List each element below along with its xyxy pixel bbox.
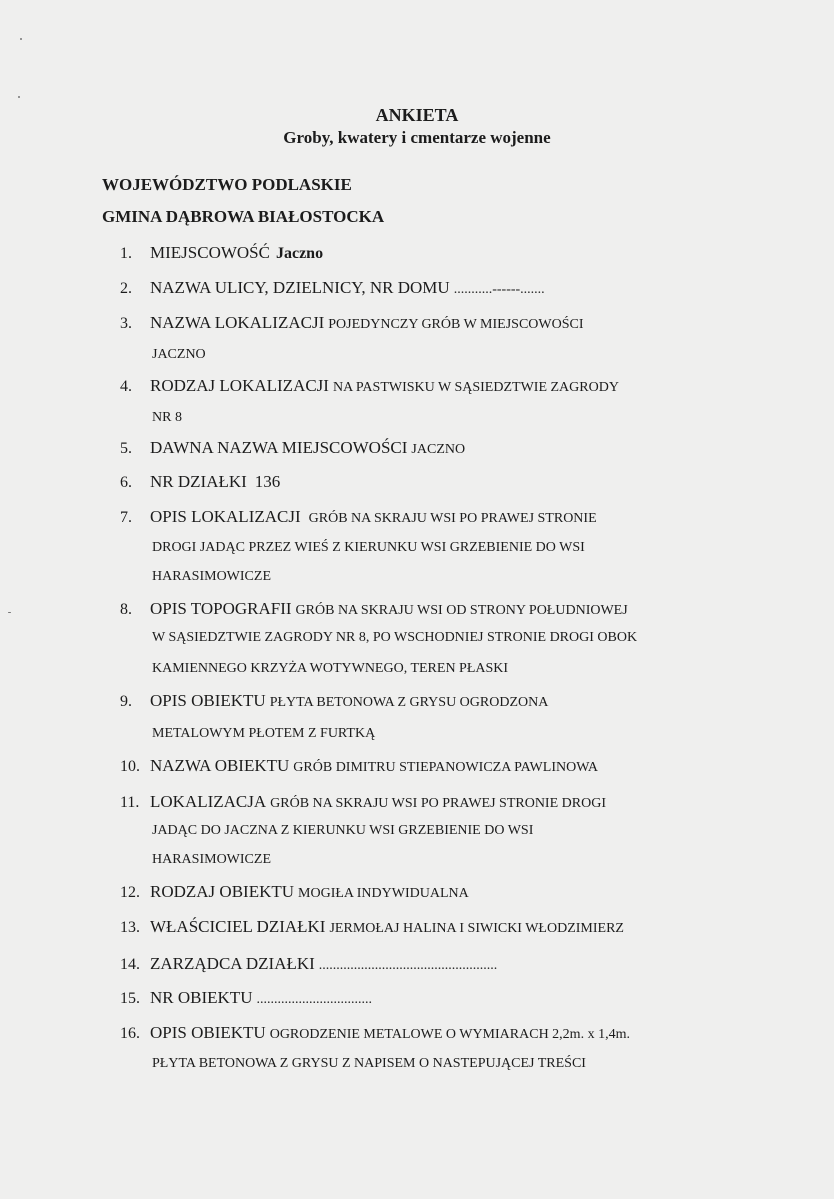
item-value: GRÓB DIMITRU STIEPANOWICZA PAWLINOWA bbox=[293, 760, 598, 775]
list-item bbox=[120, 313, 584, 333]
item-continuation: PŁYTA BETONOWA Z GRYSU Z NAPISEM O NASTEPUJĄCEJ TREŚCI bbox=[152, 1056, 586, 1071]
item-value: PŁYTA BETONOWA Z GRYSU OGRODZONA bbox=[269, 695, 549, 710]
item-number: 2. bbox=[120, 280, 132, 297]
item-number: 11. bbox=[120, 794, 140, 811]
list-item bbox=[120, 438, 465, 458]
item-label: NAZWA LOKALIZACJI bbox=[150, 313, 325, 332]
item-number: 6. bbox=[120, 474, 132, 491]
gmina-heading: GMINA DĄBROWA BIAŁOSTOCKA bbox=[102, 207, 385, 226]
scan-speck bbox=[18, 96, 20, 98]
item-continuation: HARASIMOWICZE bbox=[152, 569, 271, 584]
item-label: RODZAJ OBIEKTU bbox=[150, 882, 295, 901]
item-value: ................................. bbox=[256, 992, 372, 1007]
item-number: 7. bbox=[120, 509, 132, 526]
item-continuation: W SĄSIEDZTWIE ZAGRODY NR 8, PO WSCHODNIEJ STRONIE DROGI OBOK bbox=[152, 630, 638, 645]
list-item bbox=[120, 243, 323, 263]
list-item bbox=[120, 376, 619, 396]
item-value: 136 bbox=[254, 472, 281, 491]
item-number: 5. bbox=[120, 440, 132, 457]
item-label: OPIS LOKALIZACJI bbox=[150, 507, 301, 526]
item-number: 16. bbox=[120, 1025, 140, 1042]
item-number: 10. bbox=[120, 758, 140, 775]
item-number: 15. bbox=[120, 990, 140, 1007]
item-value: JERMOŁAJ HALINA I SIWICKI WŁODZIMIERZ bbox=[329, 921, 624, 936]
list-item bbox=[120, 882, 469, 902]
item-value: NA PASTWISKU W SĄSIEDZTWIE ZAGRODY bbox=[332, 380, 619, 395]
item-label: MIEJSCOWOŚĆ bbox=[150, 243, 270, 262]
item-value: JACZNO bbox=[411, 442, 466, 457]
document-subtitle: Groby, kwatery i cmentarze wojenne bbox=[283, 128, 551, 147]
list-item bbox=[120, 1023, 630, 1043]
item-number: 1. bbox=[120, 245, 132, 262]
item-continuation: KAMIENNEGO KRZYŻA WOTYWNEGO, TEREN PŁASKI bbox=[152, 661, 509, 676]
item-value: MOGIŁA INDYWIDUALNA bbox=[298, 886, 469, 901]
item-label: NR OBIEKTU bbox=[150, 988, 253, 1007]
item-value: GRÓB NA SKRAJU WSI PO PRAWEJ STRONIE bbox=[308, 511, 597, 526]
item-continuation: METALOWYM PŁOTEM Z FURTKĄ bbox=[152, 726, 376, 741]
list-item bbox=[120, 756, 598, 776]
item-label: NAZWA OBIEKTU bbox=[150, 756, 290, 775]
item-number: 12. bbox=[120, 884, 140, 901]
item-label: LOKALIZACJA bbox=[150, 792, 267, 811]
item-label: NAZWA ULICY, DZIELNICY, NR DOMU bbox=[150, 278, 450, 297]
list-item bbox=[120, 278, 545, 298]
list-item bbox=[120, 792, 606, 812]
list-item bbox=[120, 988, 372, 1008]
scan-speck bbox=[8, 612, 11, 613]
item-number: 8. bbox=[120, 601, 132, 618]
item-label: ZARZĄDCA DZIAŁKI bbox=[150, 954, 315, 973]
item-number: 9. bbox=[120, 693, 132, 710]
list-item bbox=[120, 917, 624, 937]
item-continuation: JACZNO bbox=[152, 347, 206, 362]
item-number: 14. bbox=[120, 956, 140, 973]
list-item bbox=[120, 507, 597, 527]
item-value: ...........------....... bbox=[453, 282, 545, 297]
scan-speck bbox=[20, 38, 22, 40]
document-title: ANKIETA bbox=[375, 105, 459, 125]
list-item bbox=[120, 472, 280, 492]
item-value: Jaczno bbox=[275, 245, 324, 262]
item-label: NR DZIAŁKI bbox=[150, 472, 247, 491]
item-continuation: JADĄC DO JACZNA Z KIERUNKU WSI GRZEBIENIE DO WSI bbox=[152, 823, 534, 838]
item-continuation: NR 8 bbox=[152, 410, 182, 425]
item-number: 4. bbox=[120, 378, 132, 395]
item-number: 3. bbox=[120, 315, 132, 332]
list-item bbox=[120, 599, 628, 619]
item-continuation: HARASIMOWICZE bbox=[152, 852, 271, 867]
list-item bbox=[120, 954, 497, 974]
item-label: RODZAJ LOKALIZACJI bbox=[150, 376, 329, 395]
item-label: WŁAŚCICIEL DZIAŁKI bbox=[150, 917, 326, 936]
item-label: OPIS OBIEKTU bbox=[150, 1023, 266, 1042]
item-continuation: DROGI JADĄC PRZEZ WIEŚ Z KIERUNKU WSI GRZEBIENIE DO WSI bbox=[152, 540, 585, 555]
item-label: OPIS TOPOGRAFII bbox=[150, 599, 292, 618]
item-label: DAWNA NAZWA MIEJSCOWOŚCI bbox=[150, 438, 408, 457]
item-value: ................................................... bbox=[318, 958, 498, 973]
item-value: OGRODZENIE METALOWE O WYMIARACH 2,2m. x 1,4m. bbox=[269, 1027, 630, 1042]
voivodeship-heading: WOJEWÓDZTWO PODLASKIE bbox=[102, 175, 352, 194]
list-item bbox=[120, 691, 548, 711]
item-value: GRÓB NA SKRAJU WSI OD STRONY POŁUDNIOWEJ bbox=[295, 603, 628, 618]
item-label: OPIS OBIEKTU bbox=[150, 691, 266, 710]
item-value: GRÓB NA SKRAJU WSI PO PRAWEJ STRONIE DROGI bbox=[270, 796, 606, 811]
item-number: 13. bbox=[120, 919, 140, 936]
item-value: POJEDYNCZY GRÓB W MIEJSCOWOŚCI bbox=[328, 317, 584, 332]
